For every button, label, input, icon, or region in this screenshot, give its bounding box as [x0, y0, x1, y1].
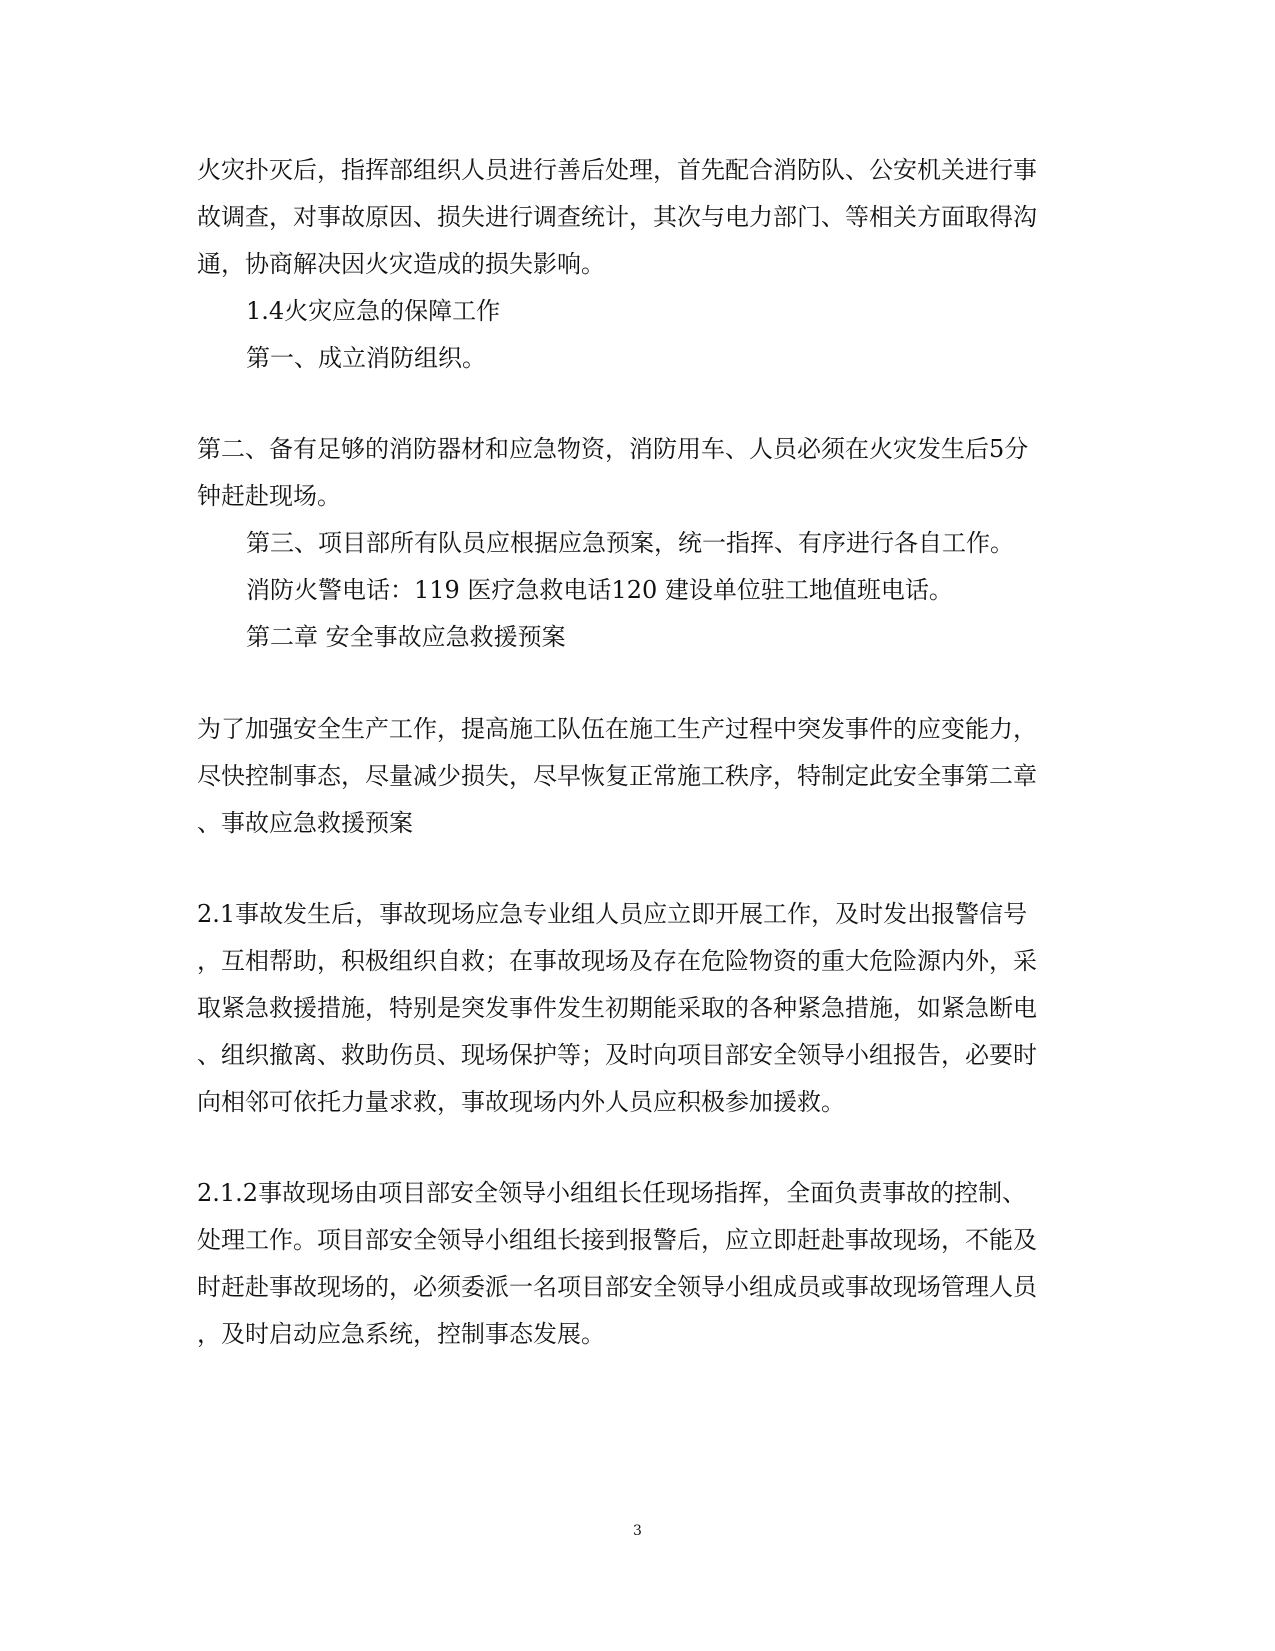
- phone-line: 消防火警电话：119 医疗急救电话120 建设单位驻工地值班电话。: [246, 576, 953, 604]
- body-line: 2.1事故发生后，事故现场应急专业组人员应立即开展工作，及时发出报警信号: [197, 900, 1028, 928]
- body-line: 2.1.2事故现场由项目部安全领导小组组长任现场指挥，全面负责事故的控制、: [197, 1179, 1027, 1207]
- body-line: 时赶赴事故现场的，必须委派一名项目部安全领导小组成员或事故现场管理人员: [197, 1273, 1037, 1301]
- body-line: 第一、成立消防组织。: [246, 344, 486, 372]
- body-line: 向相邻可依托力量求救，事故现场内外人员应积极参加援救。: [197, 1088, 845, 1116]
- body-line: 第二、备有足够的消防器材和应急物资，消防用车、人员必须在火灾发生后5分: [197, 435, 1029, 463]
- body-line: 为了加强安全生产工作，提高施工队伍在施工生产过程中突发事件的应变能力，: [197, 715, 1037, 743]
- body-line: 通，协商解决因火灾造成的损失影响。: [197, 250, 605, 278]
- page-number: 3: [633, 1523, 642, 1539]
- body-line: 取紧急救援措施，特别是突发事件发生初期能采取的各种紧急措施，如紧急断电: [197, 994, 1037, 1022]
- body-line: 第三、项目部所有队员应根据应急预案，统一指挥、有序进行各自工作。: [246, 529, 1014, 557]
- body-line: 钟赶赴现场。: [197, 482, 341, 510]
- body-line: ，互相帮助，积极组织自救；在事故现场及存在危险物资的重大危险源内外，采: [197, 947, 1037, 975]
- body-line: 、组织撤离、救助伤员、现场保护等；及时向项目部安全领导小组报告，必要时: [197, 1041, 1037, 1069]
- body-line: 、事故应急救援预案: [197, 809, 413, 837]
- body-line: 火灾扑灭后，指挥部组织人员进行善后处理，首先配合消防队、公安机关进行事: [197, 156, 1037, 184]
- body-line: 故调查，对事故原因、损失进行调查统计，其次与电力部门、等相关方面取得沟: [197, 203, 1037, 231]
- body-line: 尽快控制事态，尽量减少损失，尽早恢复正常施工秩序，特制定此安全事第二章: [197, 762, 1037, 790]
- section-heading: 1.4火灾应急的保障工作: [246, 297, 501, 325]
- body-line: ，及时启动应急系统，控制事态发展。: [197, 1320, 605, 1348]
- body-line: 处理工作。项目部安全领导小组组长接到报警后，应立即赶赴事故现场，不能及: [197, 1226, 1037, 1254]
- chapter-heading: 第二章 安全事故应急救援预案: [246, 623, 566, 651]
